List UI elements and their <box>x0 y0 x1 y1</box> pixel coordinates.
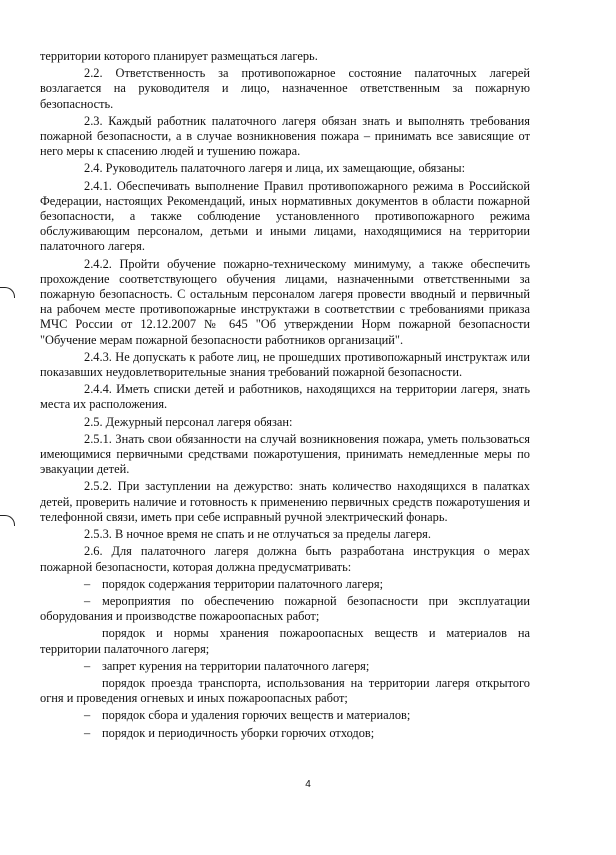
list-item-text: порядок проезда транспорта, использования на территории лагеря открытого огня и проведения огневых и иных пожароопасных работ; <box>40 675 530 706</box>
paragraph-2-6: 2.6. Для палаточного лагеря должна быть разработана инструкция о мерах пожарной безопасности, которая должна предусматривать: <box>40 544 530 574</box>
list-item <box>40 626 530 656</box>
list-item <box>40 726 530 741</box>
dash-marker: – <box>84 725 91 740</box>
paragraph-2-5-1: 2.5.1. Знать свои обязанности на случай возникновения пожара, уметь пользоваться имеющимися первичными средствами пожаротушения, принимать немедленные меры по эвакуации детей. <box>40 431 530 477</box>
list-item-text: запрет курения на территории палаточного лагеря; <box>102 658 370 673</box>
paragraph-continuation: территории которого планирует размещаться лагерь. <box>40 49 318 63</box>
dash-marker: – <box>84 576 91 591</box>
list-item <box>40 708 530 723</box>
page-number: 4 <box>305 779 311 790</box>
paragraph-2-2: 2.2. Ответственность за противопожарное состояние палаточных лагерей возлагается на руководителя и лицо, назначенное ответственным за пожарную безопасность. <box>40 66 530 111</box>
paragraph-2-4: 2.4. Руководитель палаточного лагеря и лица, их замещающие, обязаны: <box>84 161 466 176</box>
list-item-text: мероприятия по обеспечению пожарной безопасности при эксплуатации оборудования и производстве пожароопасных работ; <box>40 593 530 624</box>
binder-hole-mark-bottom <box>0 515 15 526</box>
list-item-text: порядок и нормы хранения пожароопасных веществ и материалов на территории палаточного лагеря; <box>40 626 530 656</box>
paragraph-2-4-3: 2.4.3. Не допускать к работе лиц, не прошедших противопожарный инструктаж или показавших неудовлетворительные знания требований пожарной безопасности. <box>40 349 530 380</box>
list-item-text: порядок и периодичность уборки горючих отходов; <box>102 725 375 740</box>
paragraph-2-4-1: 2.4.1. Обеспечивать выполнение Правил противопожарного режима в Российской Федерации, настоящих Рекомендаций, иных нормативных документов в области пожарной безопасности, а также соблюдение установленного противопожарного режима обслуживающим персоналом, детьми и иными лицами, находящимися на территории палаточного лагеря. <box>40 178 530 254</box>
list-item-text: порядок сбора и удаления горючих веществ и материалов; <box>102 708 411 723</box>
paragraph-2-5-2: 2.5.2. При заступлении на дежурство: знать количество находящихся в палатках детей, проверить наличие и готовность к применению первичных средств пожаротушения и телефонной связи, иметь при себе исправный ручной электрический фонарь. <box>40 479 530 524</box>
paragraph-2-3: 2.3. Каждый работник палаточного лагеря обязан знать и выполнять требования пожарной безопасности, а в случае возникновения пожара – принимать все зависящие от него меры к спасению людей и тушению пожара. <box>40 113 530 159</box>
dash-marker: – <box>84 593 91 608</box>
paragraph-2-5: 2.5. Дежурный персонал лагеря обязан: <box>84 414 293 429</box>
binder-hole-mark-top <box>0 287 15 298</box>
list-item <box>40 594 530 624</box>
paragraph-2-4-2: 2.4.2. Пройти обучение пожарно-техническому минимуму, а также обеспечить прохождение соответствующего обучения лицами, назначенными ответственными за пожарную безопасность. С остальным персоналом лагеря провести вводный и первичный на рабочем месте противопожарные инструктажи в соответствии с требованиями приказа МЧС России от 12.12.2007 № 645 "Об утверждении Норм пожарной безопасности "Обучение мерам пожарной безопасности работников организаций". <box>40 256 530 347</box>
list-item-text: порядок содержания территории палаточного лагеря; <box>102 576 384 591</box>
list-item <box>40 577 530 592</box>
list-item <box>40 659 530 674</box>
paragraph-2-4-4: 2.4.4. Иметь списки детей и работников, находящихся на территории лагеря, знать места их расположения. <box>40 382 530 412</box>
list-item <box>40 676 530 706</box>
dash-marker: – <box>84 708 91 723</box>
dash-marker: – <box>84 658 91 673</box>
paragraph-2-5-3: 2.5.3. В ночное время не спать и не отлучаться за пределы лагеря. <box>84 527 431 542</box>
